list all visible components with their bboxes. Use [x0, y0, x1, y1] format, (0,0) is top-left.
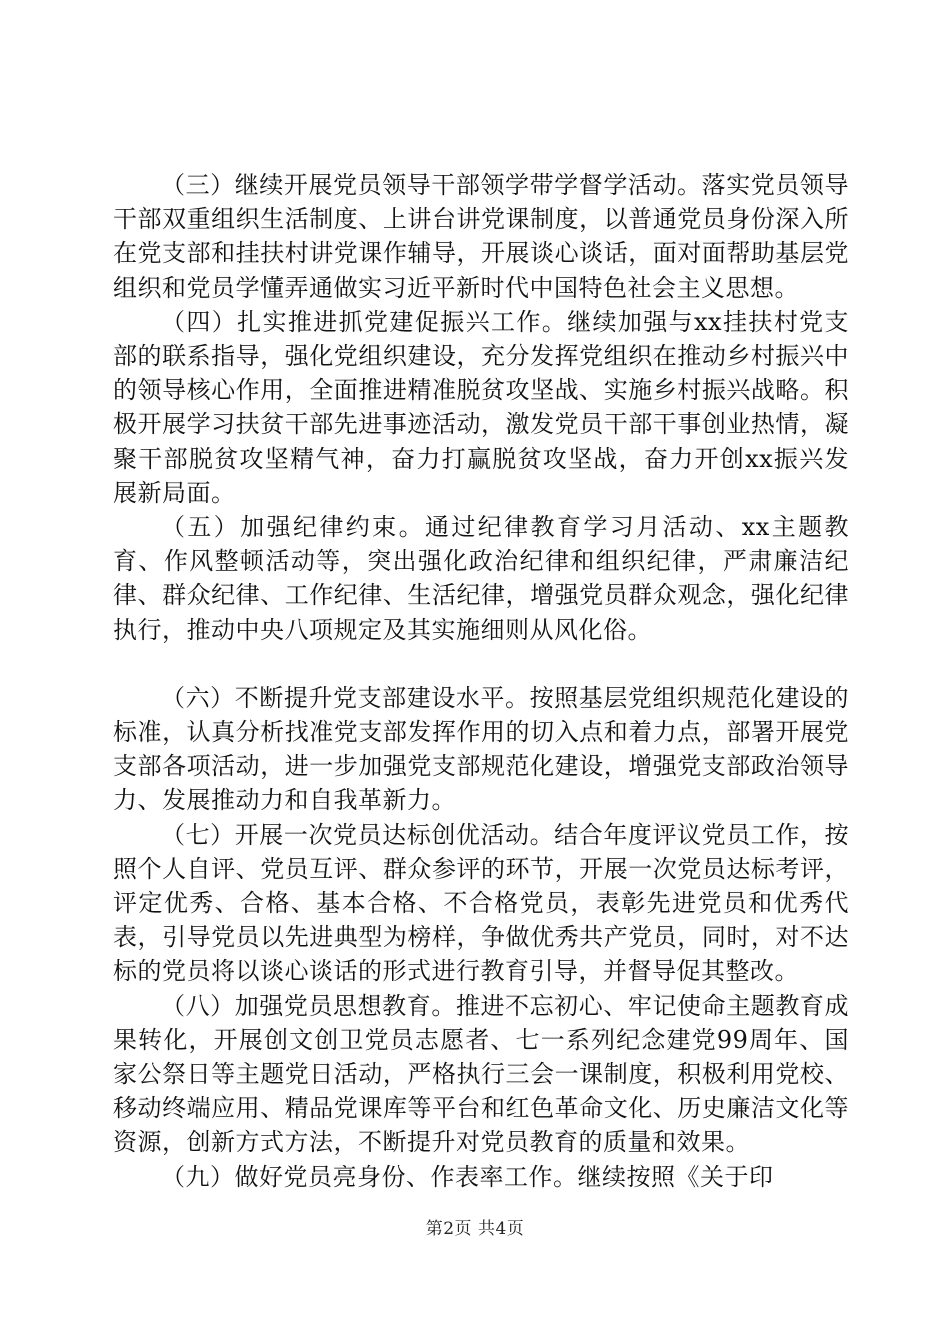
document-body: [113, 168, 849, 1194]
paragraph-7: （七）开展一次党员达标创优活动。结合年度评议党员工作，按照个人自评、党员互评、群众参评的环节，开展一次党员达标考评，评定优秀、合格、基本合格、不合格党员，表彰先进党员和优秀代表，引导党员以先进典型为榜样，争做优秀共产党员，同时，对不达标的党员将以谈心谈话的形式进行教育引导，并督导促其整改。: [113, 820, 849, 986]
page-number-footer: 第2页 共4页: [425, 1219, 525, 1239]
paragraph-6: （六）不断提升党支部建设水平。按照基层党组织规范化建设的标准，认真分析找准党支部发挥作用的切入点和着力点，部署开展党支部各项活动，进一步加强党支部规范化建设，增强党支部政治领导力、发展推动力和自我革新力。: [113, 683, 849, 815]
paragraph-5: （五）加强纪律约束。通过纪律教育学习月活动、xx主题教育、作风整顿活动等，突出强化政治纪律和组织纪律，严肃廉洁纪律、群众纪律、工作纪律、生活纪律，增强党员群众观念，强化纪律执行，推动中央八项规定及其实施细则从风化俗。: [113, 513, 849, 644]
paragraph-4: （四）扎实推进抓党建促振兴工作。继续加强与xx挂扶村党支部的联系指导，强化党组织建设，充分发挥党组织在推动乡村振兴中的领导核心作用，全面推进精准脱贫攻坚战、实施乡村振兴战略。积极开展学习扶贫干部先进事迹活动，激发党员干部干事创业热情，凝聚干部脱贫攻坚精气神，奋力打赢脱贫攻坚战，奋力开创xx振兴发展新局面。: [113, 307, 849, 507]
paragraph-3: （三）继续开展党员领导干部领学带学督学活动。落实党员领导干部双重组织生活制度、上讲台讲党课制度，以普通党员身份深入所在党支部和挂扶村讲党课作辅导，开展谈心谈话，面对面帮助基层党组织和党员学懂弄通做实习近平新时代中国特色社会主义思想。: [113, 171, 849, 302]
paragraph-9: （九）做好党员亮身份、作表率工作。继续按照《关于印: [161, 1162, 774, 1191]
paragraph-8: （八）加强党员思想教育。推进不忘初心、牢记使命主题教育成果转化，开展创文创卫党员志愿者、七一系列纪念建党99周年、国家公祭日等主题党日活动，严格执行三会一课制度，积极利用党校、移动终端应用、精品党课库等平台和红色革命文化、历史廉洁文化等资源，创新方式方法，不断提升对党员教育的质量和效果。: [113, 991, 849, 1157]
